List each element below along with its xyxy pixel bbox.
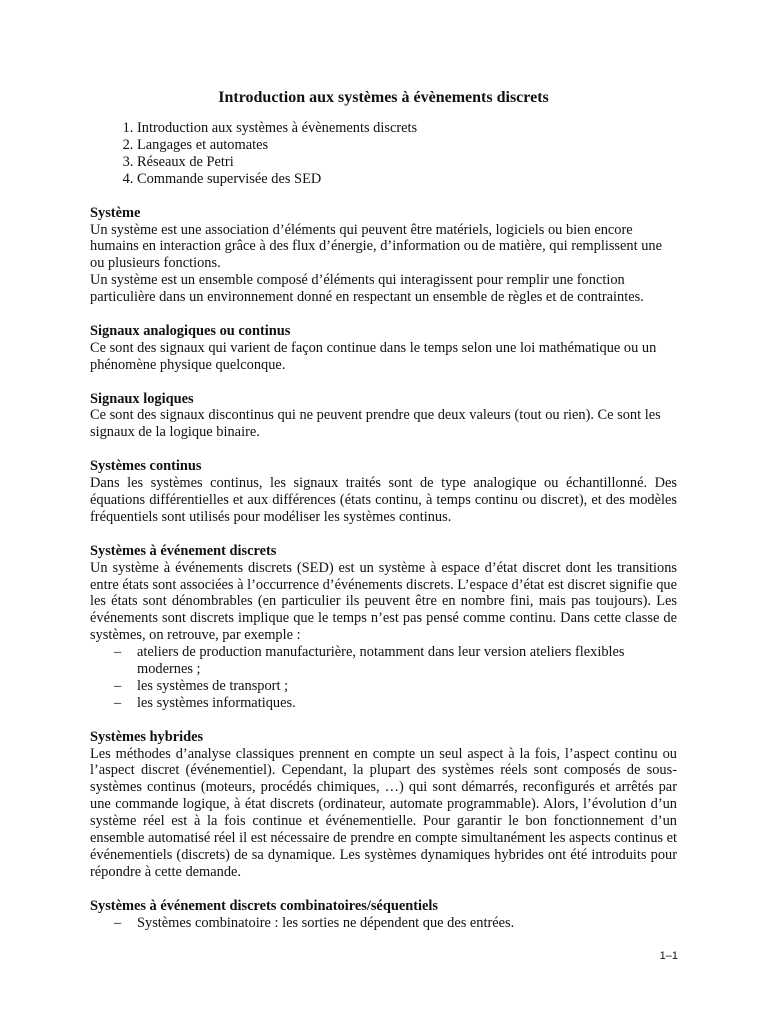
section-heading: Signaux logiques	[90, 390, 194, 407]
dash-marker: –	[114, 694, 122, 711]
list-item-text: les systèmes de transport ;	[137, 677, 289, 694]
section-signaux-logiques	[90, 391, 677, 442]
section-heading: Systèmes continus	[90, 458, 202, 475]
paragraph: Un système à événements discrets (SED) est un système à espace d’état discret dont les transitions entre états sont associées à l’occurrence d’événements discrets. L’espace d’état est discret signifie que les états sont dénombrables (en particulier ils peuvent être en nombre fini, mais pas toujours). Les événements sont discrets implique que le temps n’est pas pensé comme continu. Dans cette classe de systèmes, on retrouve, par exemple :	[90, 559, 677, 644]
example-list	[90, 644, 677, 712]
section-heading: Système	[90, 204, 141, 221]
toc-item: 2. Langages et automates	[137, 137, 677, 154]
paragraph: Ce sont des signaux qui varient de façon continue dans le temps selon une loi mathématique ou un phénomène physique quelconque.	[90, 339, 657, 373]
section-heading: Signaux analogiques ou continus	[90, 322, 291, 339]
table-of-contents	[90, 120, 677, 188]
list-item	[90, 644, 677, 678]
section-systemes-hybrides	[90, 729, 677, 881]
dash-marker: –	[114, 677, 122, 694]
document-page	[90, 88, 677, 948]
list-item-text: les systèmes informatiques.	[137, 694, 296, 711]
section-heading: Systèmes à événement discrets combinatoires/séquentiels	[90, 897, 438, 914]
paragraph: Dans les systèmes continus, les signaux traités sont de type analogique ou échantillonné. Des équations différentielles et aux différences (états continu, à temps continu ou discret), et des modèles fréquentiels sont utilisés pour modéliser les systèmes continus.	[90, 475, 677, 525]
list-item	[90, 915, 677, 932]
toc-item: 1. Introduction aux systèmes à évènements discrets	[137, 120, 677, 137]
list-item	[90, 695, 677, 712]
dash-marker: –	[114, 644, 122, 661]
section-heading: Systèmes à événement discrets	[90, 542, 277, 559]
paragraph: Les méthodes d’analyse classiques prennent en compte un seul aspect à la fois, l’aspect continu ou l’aspect discret (événementiel). Cependant, la plupart des systèmes réels sont composés de sous-systèmes continus (moteurs, procédés chimiques, …) qui sont démarrés, reconfigurés et arrêtés par une commande logique, à état discrets (ordinateur, automate programmable). Alors, l’évolution d’un système réel est à la fois continue et événementielle. Pour garantir le bon fonctionnement d’un ensemble automatisé réel il est nécessaire de prendre en compte simultanément les aspects continus et événementiels (discrets) de sa dynamique. Les systèmes dynamiques hybrides ont été introduits pour répondre à cette demande.	[90, 745, 677, 880]
section-systeme	[90, 205, 677, 306]
paragraph: Un système est une association d’éléments qui peuvent être matériels, logiciels ou bien encore humains en interaction grâce à des flux d’énergie, d’information ou de matière, qui remplissent une ou plusieurs fonctions.	[90, 221, 662, 272]
paragraph: Ce sont des signaux discontinus qui ne peuvent prendre que deux valeurs (tout ou rien). Ce sont les signaux de la logique binaire.	[90, 407, 661, 441]
section-signaux-analogiques	[90, 323, 677, 374]
page-number: 1–1	[659, 950, 678, 962]
toc-item: 4. Commande supervisée des SED	[137, 171, 677, 188]
section-systemes-sed	[90, 543, 677, 712]
dash-marker: –	[114, 914, 122, 931]
paragraph: Un système est un ensemble composé d’éléments qui interagissent pour remplir une fonction particulière dans un environnement donné en respectant un ensemble de règles et de contraintes.	[90, 272, 644, 306]
section-systemes-combinatoires	[90, 898, 677, 932]
section-heading: Systèmes hybrides	[90, 728, 204, 745]
list-item-text: ateliers de production manufacturière, notamment dans leur version ateliers flexibles modernes ;	[137, 644, 625, 678]
list-item	[90, 678, 677, 695]
comb-list	[90, 915, 677, 932]
list-item-text: Systèmes combinatoire : les sorties ne dépendent que des entrées.	[137, 914, 515, 931]
toc-item: 3. Réseaux de Petri	[137, 154, 677, 171]
document-title: Introduction aux systèmes à évènements discrets	[218, 89, 549, 106]
section-systemes-continus	[90, 458, 677, 526]
